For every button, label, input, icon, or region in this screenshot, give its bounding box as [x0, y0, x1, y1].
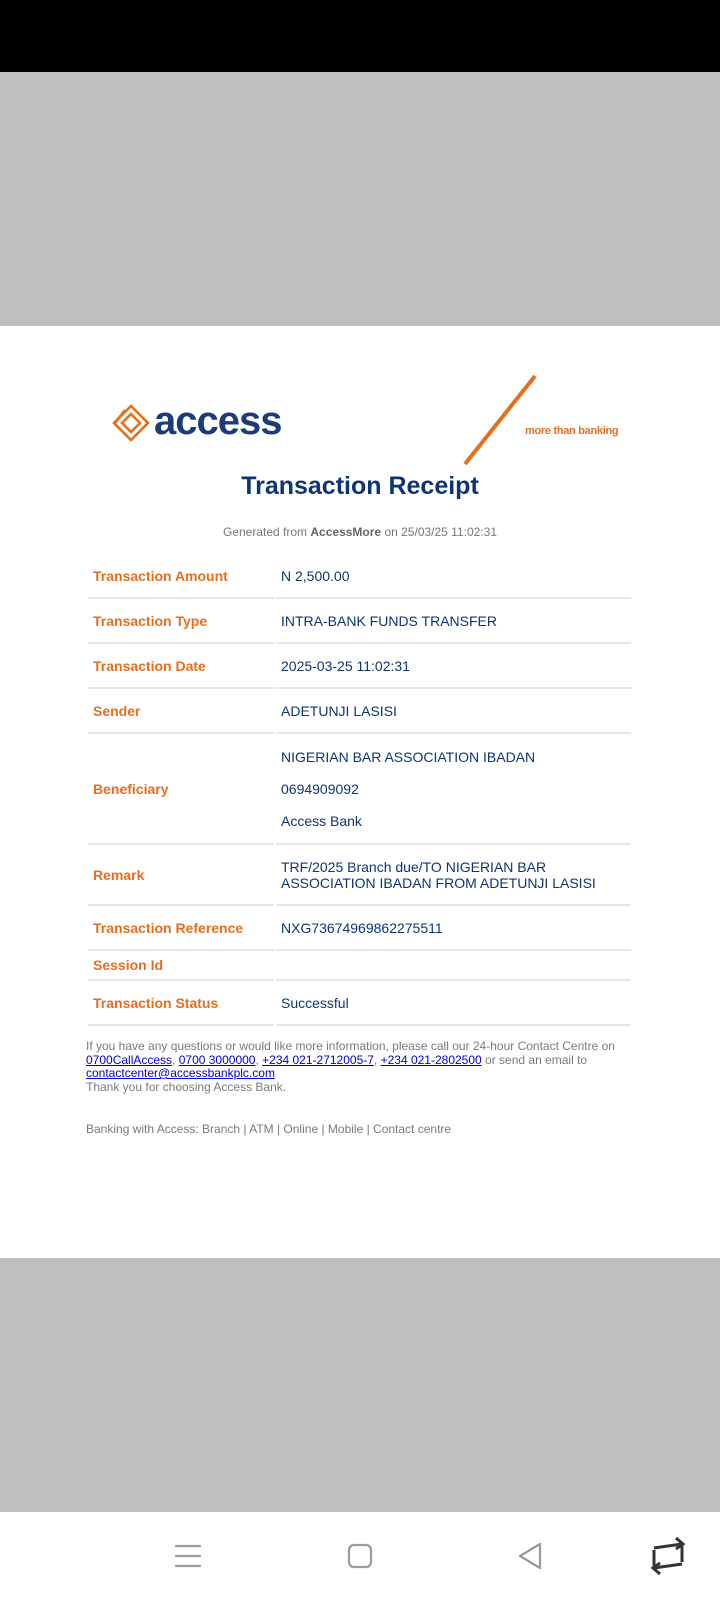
reference-value: NXG73674969862275511	[276, 906, 631, 951]
rotate-screen-icon[interactable]	[646, 1534, 690, 1578]
link-phone-1[interactable]: +234 021-2712005-7	[262, 1052, 374, 1067]
status-label: Transaction Status	[88, 981, 274, 1026]
session-label: Session Id	[88, 951, 274, 981]
row-reference	[88, 906, 631, 951]
brand-tagline: more than banking	[525, 425, 619, 437]
footer-thanks: Thank you for choosing Access Bank.	[86, 1079, 287, 1094]
footer-intro: If you have any questions or would like more information, please call our 24-hour Contact Centre on	[86, 1039, 615, 1053]
date-value: 2025-03-25 11:02:31	[276, 644, 631, 689]
generated-info	[0, 525, 720, 539]
type-label: Transaction Type	[88, 599, 274, 644]
beneficiary-bank: Access Bank	[281, 812, 362, 829]
contact-footer: If you have any questions or would like more information, please call our 24-hour Contact Centre on 0700CallAccess, 0700 3000000, +234 021-2712005-7, +234 021-2802500 or send an email to contactcenter@accessbankplc.com Thank you for choosing Access Bank.	[86, 1039, 615, 1094]
system-nav-bar	[0, 1512, 720, 1600]
row-remark	[88, 845, 631, 906]
back-triangle-icon[interactable]	[508, 1534, 552, 1578]
beneficiary-account: 0694909092	[281, 780, 359, 797]
footer-or-email: or send an email to	[485, 1052, 588, 1067]
remark-line-2: ASSOCIATION IBADAN FROM ADETUNJI LASISI	[281, 874, 596, 891]
remark-value	[276, 845, 631, 906]
sender-label: Sender	[88, 689, 274, 734]
brand-name: access	[154, 399, 282, 443]
date-label: Transaction Date	[88, 644, 274, 689]
brand-slash-graphic	[460, 374, 550, 466]
amount-value: N 2,500.00	[276, 554, 631, 599]
session-value	[276, 951, 631, 981]
row-amount	[88, 554, 631, 599]
transaction-details-table	[86, 554, 633, 1026]
remark-label: Remark	[88, 845, 274, 906]
row-beneficiary	[88, 734, 631, 845]
link-07003000000[interactable]: 0700 3000000	[178, 1052, 256, 1067]
link-0700callaccess[interactable]: 0700CallAccess	[86, 1052, 173, 1067]
status-value: Successful	[276, 981, 631, 1026]
generated-prefix: Generated from	[223, 525, 308, 539]
amount-label: Transaction Amount	[88, 554, 274, 599]
row-sender	[88, 689, 631, 734]
beneficiary-value	[276, 734, 631, 845]
status-bar	[0, 0, 720, 72]
reference-label: Transaction Reference	[88, 906, 274, 951]
generated-app: AccessMore	[310, 525, 382, 539]
row-type	[88, 599, 631, 644]
generated-suffix: on 25/03/25 11:02:31	[384, 525, 497, 539]
row-date	[88, 644, 631, 689]
type-value: INTRA-BANK FUNDS TRANSFER	[276, 599, 631, 644]
link-email[interactable]: contactcenter@accessbankplc.com	[86, 1066, 275, 1080]
beneficiary-label: Beneficiary	[88, 734, 274, 845]
row-status	[88, 981, 631, 1026]
link-phone-2[interactable]: +234 021-2802500	[380, 1052, 482, 1067]
receipt-title: Transaction Receipt	[241, 472, 479, 500]
beneficiary-name: NIGERIAN BAR ASSOCIATION IBADAN	[281, 748, 536, 765]
remark-line-1: TRF/2025 Branch due/TO NIGERIAN BAR	[281, 858, 547, 875]
menu-icon[interactable]	[166, 1534, 210, 1578]
sender-value: ADETUNJI LASISI	[276, 689, 631, 734]
row-session	[88, 951, 631, 981]
banking-channels: Banking with Access: Branch | ATM | Online | Mobile | Contact centre	[86, 1122, 452, 1136]
home-square-icon[interactable]	[338, 1534, 382, 1578]
